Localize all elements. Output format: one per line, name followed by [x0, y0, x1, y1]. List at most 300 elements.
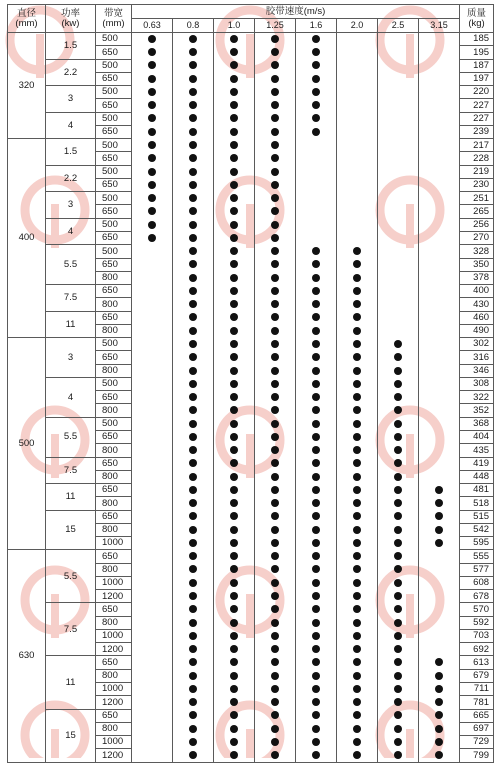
speed-cell: [378, 576, 419, 589]
mass-cell: 595: [460, 537, 494, 550]
available-dot-icon: [230, 499, 238, 507]
speed-cell: [132, 178, 173, 191]
belt-width-cell: 800: [96, 470, 132, 483]
table-row: [8, 338, 494, 351]
speed-cell: [296, 484, 337, 497]
available-dot-icon: [189, 168, 197, 176]
available-dot-icon: [189, 406, 197, 414]
available-dot-icon: [271, 340, 279, 348]
available-dot-icon: [394, 738, 402, 746]
speed-cell: [173, 470, 214, 483]
diameter-header: [8, 5, 46, 33]
speed-cell: [296, 46, 337, 59]
speed-cell: [296, 338, 337, 351]
table-row: [8, 245, 494, 258]
table-row: [8, 285, 494, 298]
speed-cell: [419, 271, 460, 284]
available-dot-icon: [394, 459, 402, 467]
speed-cell: [173, 245, 214, 258]
speed-cell: [214, 656, 255, 669]
speed-cell: [132, 497, 173, 510]
speed-cell: [214, 722, 255, 735]
available-dot-icon: [230, 207, 238, 215]
mass-cell: 187: [460, 59, 494, 72]
speed-cell: [132, 271, 173, 284]
available-dot-icon: [271, 565, 279, 573]
belt-width-cell: 800: [96, 298, 132, 311]
diameter-cell: 400: [8, 139, 46, 338]
available-dot-icon: [394, 420, 402, 428]
speed-cell: [214, 417, 255, 430]
available-dot-icon: [312, 486, 320, 494]
available-dot-icon: [230, 459, 238, 467]
available-dot-icon: [230, 473, 238, 481]
belt-width-header-unit: (mm): [102, 17, 125, 29]
available-dot-icon: [148, 35, 156, 43]
speed-cell: [132, 550, 173, 563]
speed-cell: [132, 430, 173, 443]
speed-cell: [378, 563, 419, 576]
power-header-label: 功率: [60, 8, 80, 19]
speed-cell: [296, 351, 337, 364]
available-dot-icon: [353, 579, 361, 587]
mass-cell: 542: [460, 523, 494, 536]
speed-cell: [255, 178, 296, 191]
belt-width-cell: 650: [96, 152, 132, 165]
available-dot-icon: [271, 393, 279, 401]
speed-cell: [214, 537, 255, 550]
available-dot-icon: [271, 101, 279, 109]
speed-cell: [255, 298, 296, 311]
available-dot-icon: [230, 406, 238, 414]
speed-cell: [378, 643, 419, 656]
mass-cell: 518: [460, 497, 494, 510]
available-dot-icon: [394, 539, 402, 547]
available-dot-icon: [230, 181, 238, 189]
belt-width-cell: 650: [96, 351, 132, 364]
speed-cell: [296, 258, 337, 271]
belt-width-header-label: 带宽: [103, 8, 123, 19]
table-row: [8, 112, 494, 125]
speed-cell: [214, 178, 255, 191]
speed-cell: [132, 298, 173, 311]
available-dot-icon: [189, 446, 197, 454]
available-dot-icon: [189, 605, 197, 613]
speed-cell: [337, 484, 378, 497]
speed-cell: [214, 736, 255, 749]
speed-cell: [214, 377, 255, 390]
available-dot-icon: [353, 274, 361, 282]
speed-cell: [132, 46, 173, 59]
speed-cell: [296, 616, 337, 629]
available-dot-icon: [189, 565, 197, 573]
mass-cell: 435: [460, 444, 494, 457]
speed-cell: [337, 736, 378, 749]
speed-cell: [337, 351, 378, 364]
speed-cell: [378, 125, 419, 138]
available-dot-icon: [312, 340, 320, 348]
speed-cell: [337, 86, 378, 99]
speed-header-0: 0.63: [132, 19, 173, 33]
speed-cell: [173, 709, 214, 722]
speed-cell: [419, 33, 460, 46]
available-dot-icon: [271, 658, 279, 666]
speed-cell: [419, 311, 460, 324]
power-cell: 7.5: [46, 285, 96, 312]
speed-cell: [378, 656, 419, 669]
speed-cell: [255, 231, 296, 244]
speed-cell: [296, 125, 337, 138]
available-dot-icon: [230, 313, 238, 321]
available-dot-icon: [312, 725, 320, 733]
mass-cell: 322: [460, 391, 494, 404]
speed-cell: [255, 523, 296, 536]
mass-cell: 195: [460, 46, 494, 59]
speed-cell: [214, 46, 255, 59]
speed-cell: [214, 99, 255, 112]
mass-header-unit: (kg): [468, 17, 485, 29]
belt-width-cell: 650: [96, 550, 132, 563]
speed-cell: [255, 271, 296, 284]
speed-cell: [419, 629, 460, 642]
available-dot-icon: [312, 685, 320, 693]
available-dot-icon: [394, 685, 402, 693]
speed-cell: [214, 112, 255, 125]
mass-cell: 316: [460, 351, 494, 364]
speed-cell: [419, 603, 460, 616]
belt-width-cell: 800: [96, 523, 132, 536]
speed-cell: [337, 125, 378, 138]
speed-cell: [337, 550, 378, 563]
speed-cell: [296, 576, 337, 589]
table-row: [8, 417, 494, 430]
speed-cell: [132, 510, 173, 523]
belt-width-cell: 800: [96, 497, 132, 510]
mass-cell: 308: [460, 377, 494, 390]
speed-cell: [296, 192, 337, 205]
speed-cell: [378, 417, 419, 430]
speed-group-header: 胶带速度(m/s): [132, 5, 460, 19]
speed-cell: [132, 696, 173, 709]
speed-cell: [378, 484, 419, 497]
available-dot-icon: [148, 88, 156, 96]
speed-cell: [296, 324, 337, 337]
speed-cell: [296, 669, 337, 682]
speed-cell: [132, 59, 173, 72]
speed-cell: [378, 629, 419, 642]
speed-cell: [132, 590, 173, 603]
available-dot-icon: [394, 619, 402, 627]
speed-cell: [132, 404, 173, 417]
mass-cell: 230: [460, 178, 494, 191]
available-dot-icon: [394, 552, 402, 560]
available-dot-icon: [394, 565, 402, 573]
speed-cell: [337, 338, 378, 351]
speed-cell: [214, 391, 255, 404]
available-dot-icon: [230, 367, 238, 375]
speed-cell: [296, 629, 337, 642]
belt-width-cell: 500: [96, 139, 132, 152]
speed-cell: [214, 125, 255, 138]
available-dot-icon: [189, 433, 197, 441]
speed-cell: [214, 616, 255, 629]
speed-cell: [419, 338, 460, 351]
speed-cell: [214, 139, 255, 152]
speed-header-2: 1.0: [214, 19, 255, 33]
available-dot-icon: [394, 393, 402, 401]
mass-cell: 419: [460, 457, 494, 470]
available-dot-icon: [230, 287, 238, 295]
speed-cell: [296, 656, 337, 669]
speed-cell: [214, 643, 255, 656]
speed-cell: [378, 683, 419, 696]
speed-cell: [378, 218, 419, 231]
belt-width-cell: 650: [96, 285, 132, 298]
speed-cell: [214, 510, 255, 523]
speed-cell: [337, 112, 378, 125]
diameter-header-unit: (mm): [15, 17, 38, 29]
speed-header-3: 1.25: [255, 19, 296, 33]
available-dot-icon: [353, 393, 361, 401]
speed-cell: [296, 231, 337, 244]
belt-width-cell: 1200: [96, 643, 132, 656]
available-dot-icon: [189, 35, 197, 43]
speed-cell: [419, 590, 460, 603]
available-dot-icon: [189, 194, 197, 202]
speed-cell: [173, 99, 214, 112]
available-dot-icon: [394, 672, 402, 680]
available-dot-icon: [312, 539, 320, 547]
available-dot-icon: [148, 221, 156, 229]
speed-cell: [419, 497, 460, 510]
speed-cell: [378, 139, 419, 152]
speed-cell: [214, 231, 255, 244]
available-dot-icon: [353, 380, 361, 388]
speed-cell: [296, 444, 337, 457]
belt-width-cell: 500: [96, 59, 132, 72]
belt-width-cell: 800: [96, 324, 132, 337]
speed-cell: [173, 616, 214, 629]
mass-cell: 197: [460, 72, 494, 85]
speed-cell: [173, 285, 214, 298]
speed-cell: [296, 285, 337, 298]
speed-cell: [296, 457, 337, 470]
speed-cell: [296, 72, 337, 85]
mass-cell: 404: [460, 430, 494, 443]
available-dot-icon: [394, 367, 402, 375]
speed-cell: [255, 165, 296, 178]
power-header-unit: (kw): [61, 17, 80, 29]
available-dot-icon: [148, 207, 156, 215]
table-body: [8, 5, 494, 763]
available-dot-icon: [148, 114, 156, 122]
speed-cell: [214, 590, 255, 603]
speed-cell: [419, 749, 460, 762]
speed-cell: [296, 311, 337, 324]
mass-header: [460, 5, 494, 33]
belt-width-cell: 500: [96, 33, 132, 46]
speed-cell: [214, 59, 255, 72]
available-dot-icon: [312, 128, 320, 136]
speed-cell: [255, 46, 296, 59]
available-dot-icon: [189, 672, 197, 680]
belt-width-cell: 650: [96, 205, 132, 218]
available-dot-icon: [271, 645, 279, 653]
speed-cell: [419, 537, 460, 550]
speed-cell: [378, 669, 419, 682]
available-dot-icon: [271, 473, 279, 481]
speed-cell: [173, 178, 214, 191]
available-dot-icon: [230, 88, 238, 96]
speed-cell: [419, 669, 460, 682]
speed-cell: [419, 178, 460, 191]
available-dot-icon: [312, 380, 320, 388]
speed-cell: [296, 603, 337, 616]
speed-cell: [214, 470, 255, 483]
power-cell: 4: [46, 112, 96, 139]
belt-width-cell: 800: [96, 271, 132, 284]
speed-cell: [132, 457, 173, 470]
speed-cell: [173, 218, 214, 231]
power-cell: 2.2: [46, 59, 96, 86]
available-dot-icon: [394, 592, 402, 600]
speed-cell: [255, 99, 296, 112]
available-dot-icon: [230, 274, 238, 282]
available-dot-icon: [189, 526, 197, 534]
speed-cell: [255, 683, 296, 696]
available-dot-icon: [230, 353, 238, 361]
belt-width-cell: 650: [96, 656, 132, 669]
speed-cell: [255, 576, 296, 589]
mass-cell: 678: [460, 590, 494, 603]
speed-cell: [378, 696, 419, 709]
belt-width-cell: 800: [96, 563, 132, 576]
mass-cell: 592: [460, 616, 494, 629]
speed-cell: [132, 391, 173, 404]
available-dot-icon: [435, 725, 443, 733]
speed-cell: [173, 311, 214, 324]
speed-cell: [255, 364, 296, 377]
available-dot-icon: [271, 526, 279, 534]
speed-cell: [296, 430, 337, 443]
available-dot-icon: [271, 406, 279, 414]
mass-cell: 328: [460, 245, 494, 258]
mass-cell: 378: [460, 271, 494, 284]
available-dot-icon: [230, 433, 238, 441]
available-dot-icon: [148, 141, 156, 149]
available-dot-icon: [353, 247, 361, 255]
speed-cell: [296, 497, 337, 510]
power-cell: 11: [46, 484, 96, 511]
speed-cell: [337, 33, 378, 46]
available-dot-icon: [230, 168, 238, 176]
speed-cell: [378, 231, 419, 244]
speed-cell: [296, 245, 337, 258]
speed-cell: [337, 430, 378, 443]
available-dot-icon: [271, 486, 279, 494]
speed-cell: [337, 576, 378, 589]
available-dot-icon: [353, 672, 361, 680]
mass-cell: 460: [460, 311, 494, 324]
speed-cell: [378, 59, 419, 72]
available-dot-icon: [271, 605, 279, 613]
available-dot-icon: [394, 380, 402, 388]
available-dot-icon: [271, 579, 279, 587]
available-dot-icon: [353, 526, 361, 534]
speed-cell: [296, 86, 337, 99]
mass-cell: 781: [460, 696, 494, 709]
available-dot-icon: [312, 101, 320, 109]
speed-cell: [337, 205, 378, 218]
speed-cell: [255, 152, 296, 165]
speed-cell: [378, 537, 419, 550]
speed-cell: [214, 258, 255, 271]
mass-cell: 219: [460, 165, 494, 178]
speed-cell: [419, 298, 460, 311]
available-dot-icon: [230, 114, 238, 122]
speed-cell: [378, 722, 419, 735]
speed-cell: [255, 722, 296, 735]
belt-width-cell: 650: [96, 231, 132, 244]
speed-cell: [296, 590, 337, 603]
power-cell: 15: [46, 510, 96, 550]
belt-width-cell: 650: [96, 391, 132, 404]
speed-cell: [214, 629, 255, 642]
available-dot-icon: [353, 459, 361, 467]
speed-cell: [296, 537, 337, 550]
available-dot-icon: [394, 340, 402, 348]
mass-header-label: 质量: [467, 8, 487, 19]
available-dot-icon: [435, 499, 443, 507]
power-cell: 7.5: [46, 457, 96, 484]
available-dot-icon: [271, 512, 279, 520]
available-dot-icon: [353, 287, 361, 295]
available-dot-icon: [271, 327, 279, 335]
speed-cell: [214, 72, 255, 85]
available-dot-icon: [230, 128, 238, 136]
belt-width-cell: 650: [96, 125, 132, 138]
table-row: [8, 484, 494, 497]
speed-cell: [255, 550, 296, 563]
speed-cell: [296, 377, 337, 390]
speed-cell: [132, 218, 173, 231]
speed-cell: [173, 59, 214, 72]
speed-cell: [173, 377, 214, 390]
speed-cell: [255, 417, 296, 430]
speed-cell: [132, 152, 173, 165]
speed-header-4: 1.6: [296, 19, 337, 33]
available-dot-icon: [189, 154, 197, 162]
available-dot-icon: [271, 234, 279, 242]
speed-cell: [419, 404, 460, 417]
available-dot-icon: [394, 605, 402, 613]
speed-cell: [337, 245, 378, 258]
available-dot-icon: [189, 473, 197, 481]
speed-cell: [132, 112, 173, 125]
belt-width-cell: 500: [96, 112, 132, 125]
speed-cell: [419, 152, 460, 165]
available-dot-icon: [189, 61, 197, 69]
speed-cell: [337, 709, 378, 722]
available-dot-icon: [394, 353, 402, 361]
belt-width-cell: 800: [96, 722, 132, 735]
speed-cell: [296, 683, 337, 696]
available-dot-icon: [312, 260, 320, 268]
available-dot-icon: [353, 406, 361, 414]
available-dot-icon: [189, 486, 197, 494]
speed-cell: [132, 616, 173, 629]
available-dot-icon: [189, 114, 197, 122]
